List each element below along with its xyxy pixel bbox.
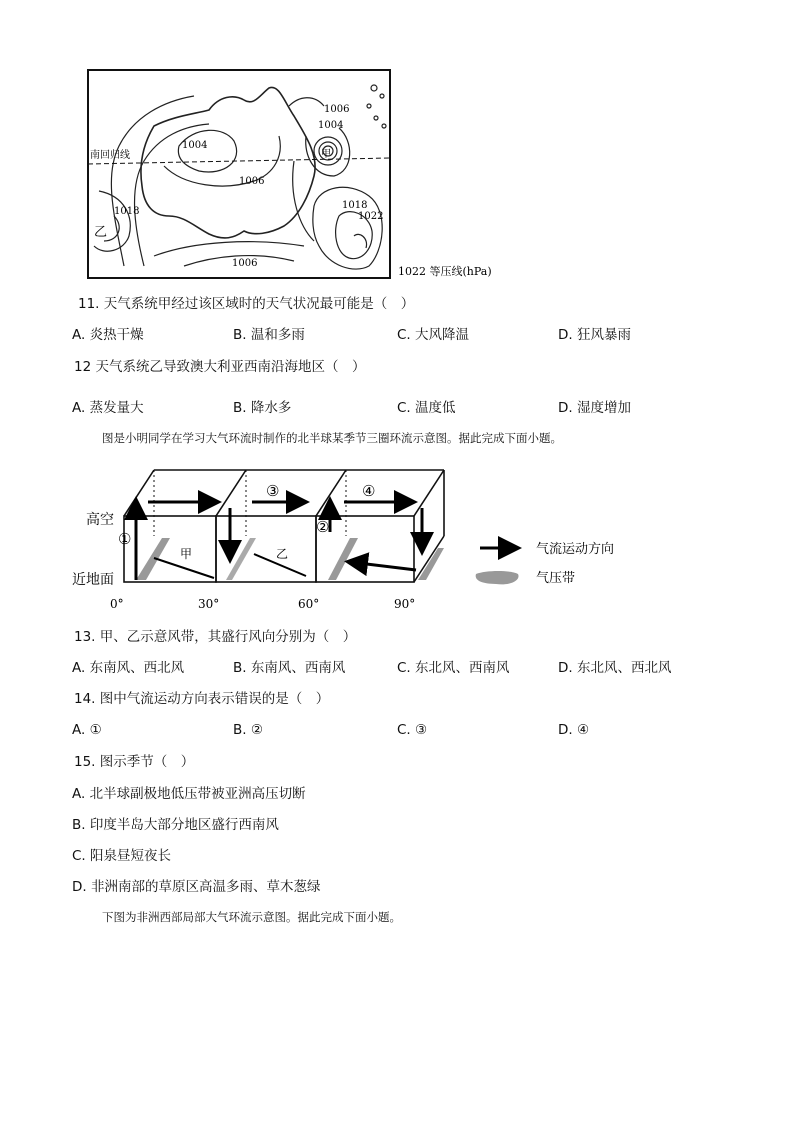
question-12-stem: 12 天气系统乙导致澳大利亚西南沿海地区（ ）	[74, 359, 366, 375]
legend-belt-icon	[476, 571, 519, 584]
q13-option-d[interactable]: D. 东北风、西北风	[558, 660, 672, 676]
isobar-label: 1004	[182, 140, 208, 151]
label-jia: 甲	[180, 547, 193, 561]
isobar-label: 1006	[324, 104, 350, 115]
lat-0: 0°	[110, 597, 124, 611]
q11-option-c[interactable]: C. 大风降温	[397, 327, 470, 343]
num-3: ③	[266, 482, 280, 500]
q15-option-d[interactable]: D. 非洲南部的草原区高温多雨、草木葱绿	[72, 879, 321, 895]
intro-text-1: 图是小明同学在学习大气环流时制作的北半球某季节三圈环流示意图。据此完成下面小题。	[102, 431, 562, 445]
q15-option-a[interactable]: A. 北半球副极地低压带被亚洲高压切断	[72, 786, 306, 802]
q12-option-a[interactable]: A. 蒸发量大	[72, 400, 144, 416]
q15-option-b[interactable]: B. 印度半岛大部分地区盛行西南风	[72, 817, 279, 833]
isobar-label: 1004	[318, 120, 344, 131]
q12-option-d[interactable]: D. 湿度增加	[558, 400, 631, 416]
q14-option-c[interactable]: C. ③	[397, 722, 428, 738]
question-14-stem: 14. 图中气流运动方向表示错误的是（ ）	[74, 691, 330, 707]
question-11-stem: 11. 天气系统甲经过该区域时的天气状况最可能是（ ）	[78, 296, 415, 312]
question-13-stem: 13. 甲、乙示意风带，其盛行风向分别为（ ）	[74, 629, 357, 645]
q11-option-a[interactable]: A. 炎热干燥	[72, 327, 144, 343]
label-yi: 乙	[94, 225, 108, 240]
q13-option-b[interactable]: B. 东南风、西南风	[233, 660, 346, 676]
q12-option-b[interactable]: B. 降水多	[233, 400, 292, 416]
lat-30: 30°	[198, 597, 220, 611]
lat-90: 90°	[394, 597, 416, 611]
q11-option-b[interactable]: B. 温和多雨	[233, 327, 305, 343]
q12-option-c[interactable]: C. 温度低	[397, 400, 456, 416]
q14-option-b[interactable]: B. ②	[233, 722, 263, 738]
map-legend: 1022 等压线(hPa)	[398, 265, 492, 278]
legend-belt: 气压带	[536, 571, 576, 586]
question-15-stem: 15. 图示季节（ ）	[74, 754, 195, 770]
isobar-label: 1022	[358, 211, 384, 222]
q11-option-d[interactable]: D. 狂风暴雨	[558, 327, 631, 343]
label-jia: 甲	[321, 149, 331, 160]
isobar-label: 1018	[342, 200, 368, 211]
intro-text-2: 下图为非洲西部局部大气环流示意图。据此完成下面小题。	[102, 910, 401, 924]
num-1: ①	[118, 530, 132, 548]
isobar-map	[84, 66, 534, 284]
q13-option-a[interactable]: A. 东南风、西北风	[72, 660, 185, 676]
lat-60: 60°	[298, 597, 320, 611]
isobar-label: 1006	[239, 176, 265, 187]
isobar-label: 1018	[114, 206, 140, 217]
circulation-diagram	[66, 462, 626, 612]
label-ground: 近地面	[72, 572, 114, 588]
num-2: ②	[316, 518, 330, 536]
isobar-label: 1006	[232, 258, 258, 269]
q13-option-c[interactable]: C. 东北风、西南风	[397, 660, 510, 676]
tropic-label: 南回归线	[90, 150, 130, 161]
map-frame	[88, 70, 390, 278]
label-yi: 乙	[276, 547, 289, 561]
q15-option-c[interactable]: C. 阳泉昼短夜长	[72, 848, 172, 864]
num-4: ④	[362, 482, 376, 500]
q14-option-d[interactable]: D. ④	[558, 722, 590, 738]
legend-flow: 气流运动方向	[536, 542, 615, 557]
q14-option-a[interactable]: A. ①	[72, 722, 102, 738]
label-high: 高空	[86, 512, 114, 528]
